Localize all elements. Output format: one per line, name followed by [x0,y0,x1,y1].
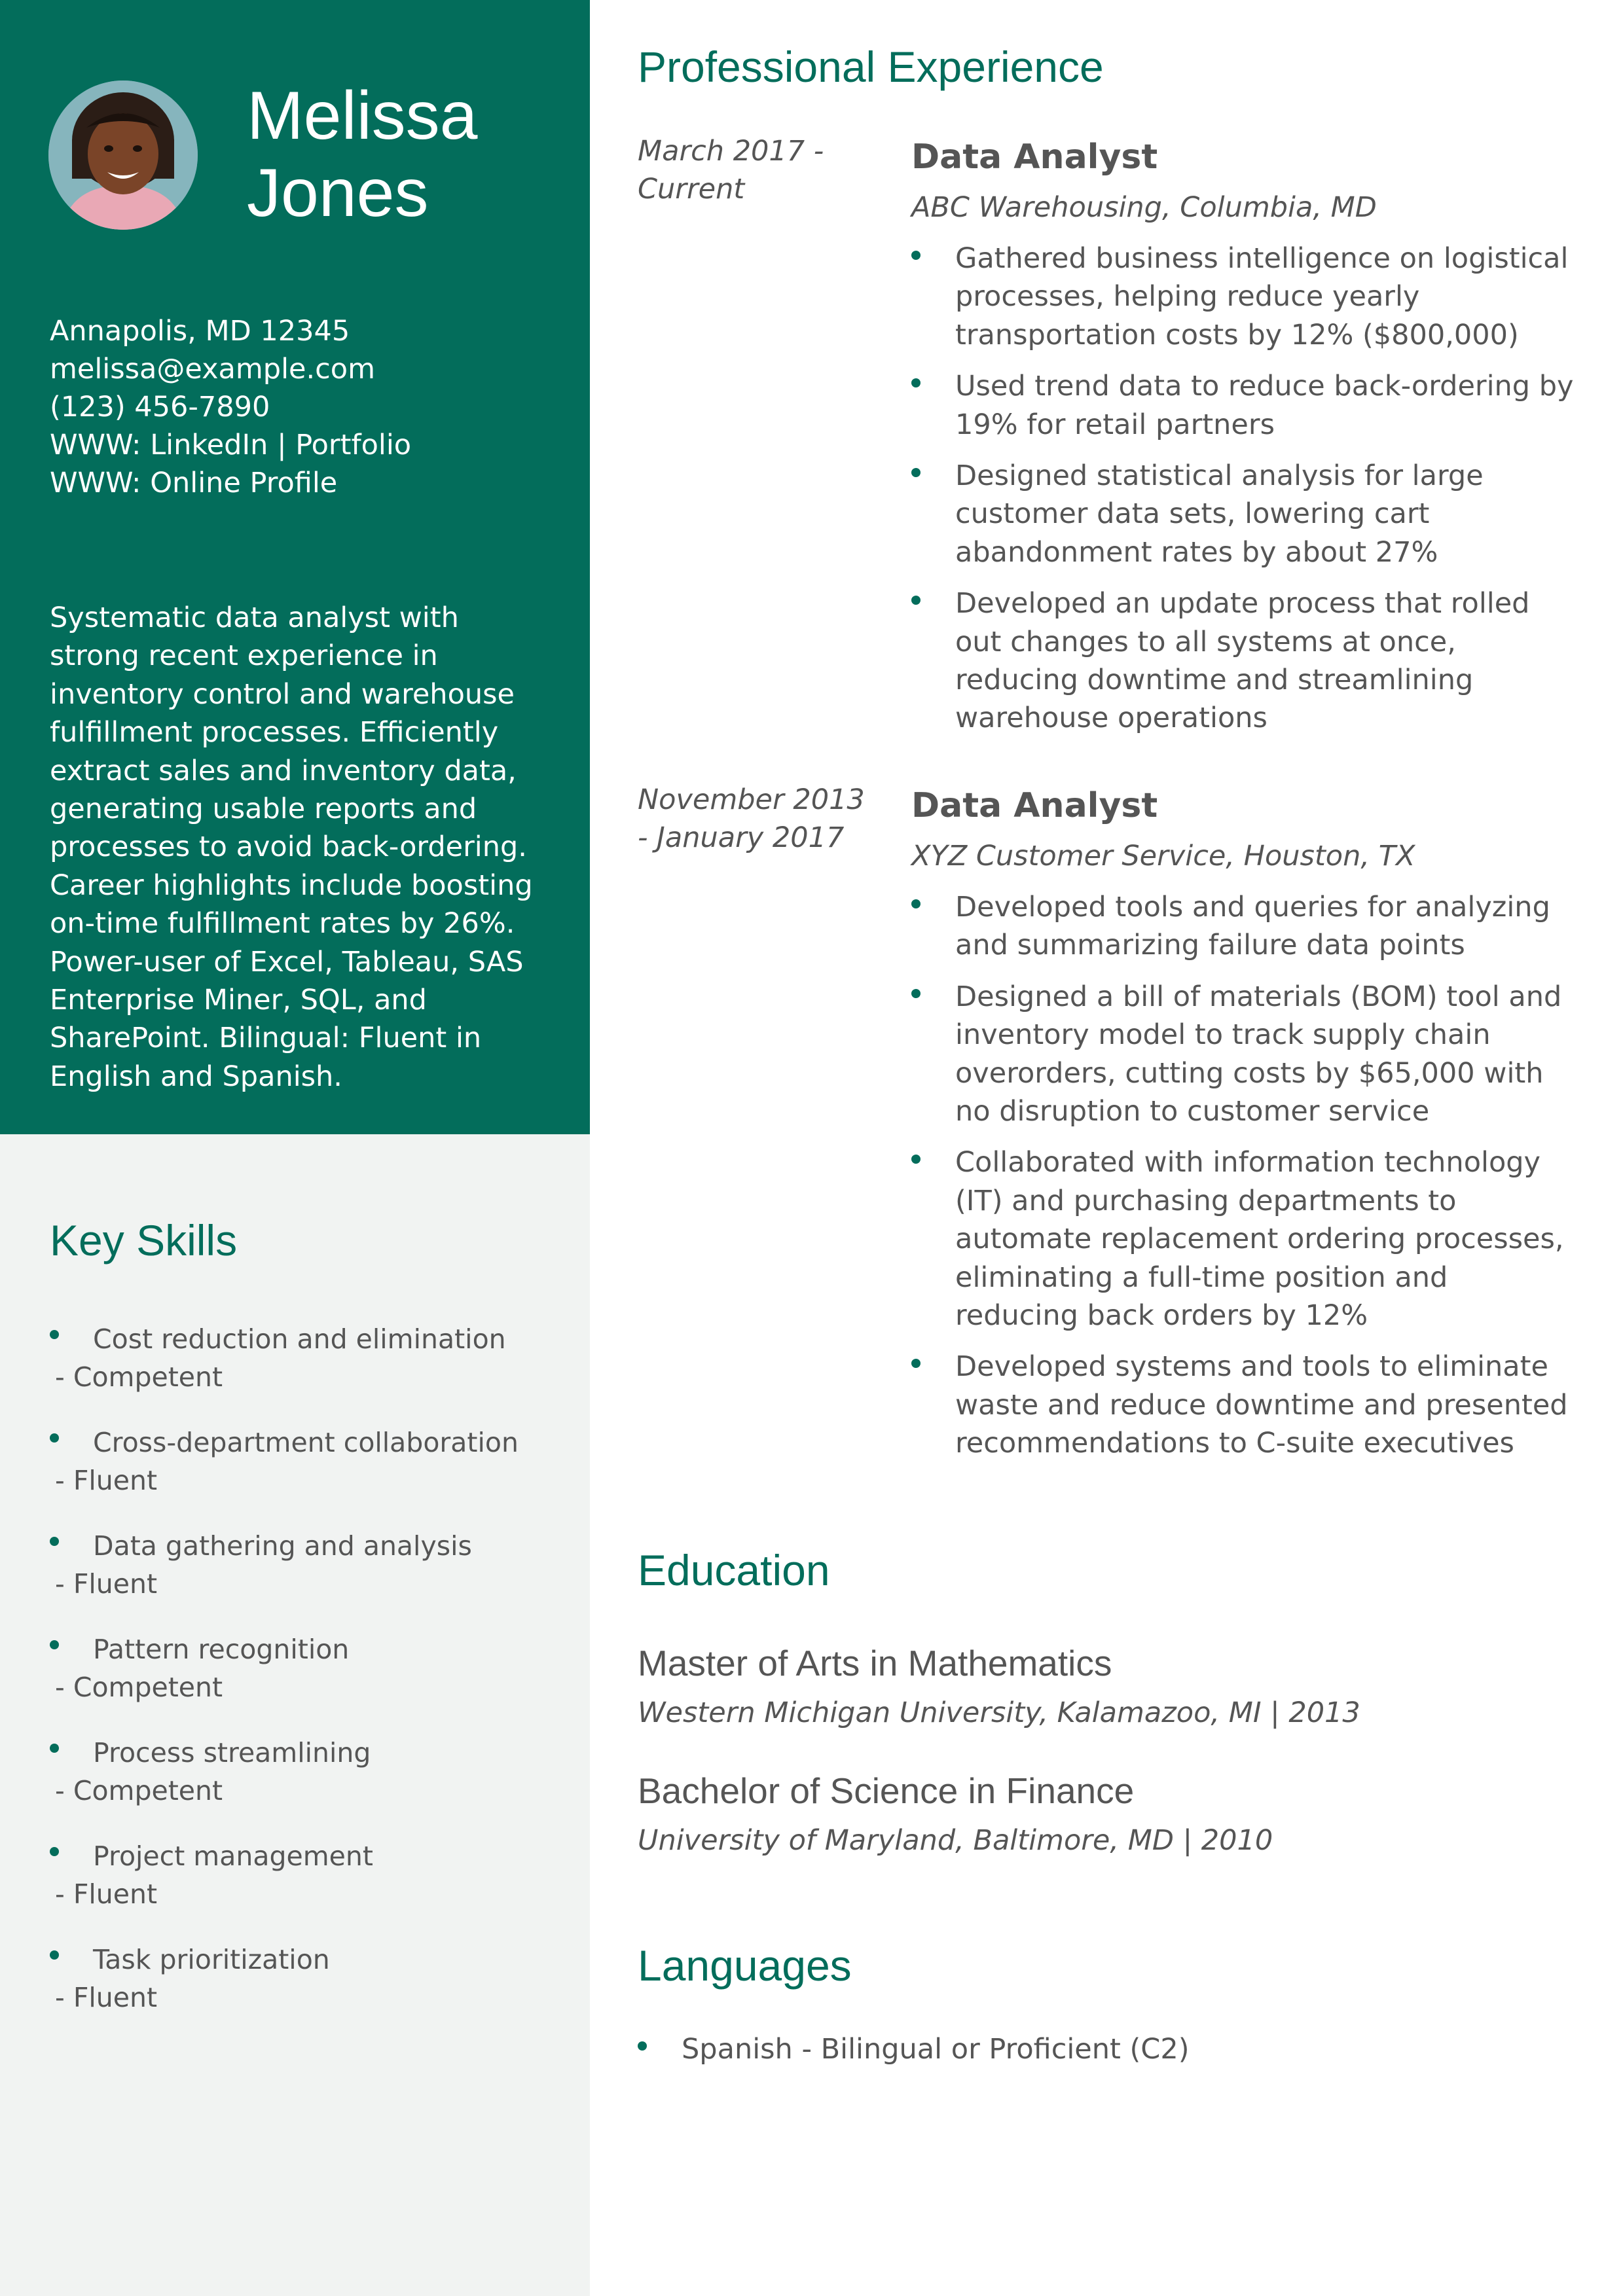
education-heading: Education [638,1546,830,1594]
skill-level: - Competent [55,1672,223,1703]
language-text: Spanish - Bilingual or Proficient (C2) [682,2033,1190,2066]
bullet-icon [911,1155,921,1164]
job-title: Data Analyst [911,786,1158,825]
portrait-photo-icon [48,81,198,230]
job-bullet-text: Used trend data to reduce back-ordering by 19% for retail partners [955,370,1574,441]
job-dates [638,132,873,209]
skill-name: Data gathering and analysis [93,1530,472,1562]
bullet-icon [911,989,921,998]
bullet-icon [50,1330,59,1339]
skill-name: Project management [93,1840,373,1872]
skill-level: - Fluent [55,1982,158,2013]
skill-item [50,1320,560,1424]
bullet-icon [50,1537,59,1546]
skill-name: Cost reduction and elimination [93,1323,506,1355]
skills-list [50,1320,560,2044]
experience-heading: Professional Experience [638,43,1104,91]
bullet-icon [50,1950,59,1960]
job-bullet [911,888,1579,965]
bullet-icon [911,596,921,605]
job-bullet [911,584,1579,738]
skills-heading: Key Skills [50,1216,238,1265]
email[interactable]: melissa@example.com [50,353,375,386]
job-bullets [911,240,1579,751]
languages-heading: Languages [638,1941,852,1990]
bullet-icon [911,1359,921,1368]
bullet-icon [50,1433,59,1443]
job-bullet-text: Developed an update process that rolled out changes to all systems at once, reducing downtime and streamlining warehouse operations [955,587,1530,735]
job-bullet [911,1143,1579,1335]
job-dates-end: - January 2017 [638,821,845,855]
online-profile-link[interactable]: WWW: Online Profile [50,467,338,499]
languages-list [638,2030,1189,2068]
skill-item [50,1837,560,1941]
skill-item [50,1424,560,1527]
bullet-icon [911,468,921,477]
bullet-icon [911,378,921,387]
last-name: Jones [247,155,429,231]
job-dates [638,781,873,857]
school: University of Maryland, Baltimore, MD | 2010 [638,1824,1273,1857]
bullet-icon [911,899,921,908]
skill-name: Cross-department collaboration [93,1427,519,1458]
bullet-icon [50,1640,59,1649]
skill-item [50,1734,560,1837]
bullet-icon [50,1847,59,1856]
web-links[interactable]: WWW: LinkedIn | Portfolio [50,429,412,461]
skill-item [50,1527,560,1630]
candidate-name [247,77,478,232]
degree: Bachelor of Science in Finance [638,1770,1135,1811]
skill-level: - Competent [55,1775,223,1806]
skill-item [50,1630,560,1734]
skill-item [50,1941,560,2044]
job-company: ABC Warehousing, Columbia, MD [911,191,1377,224]
skill-name: Task prioritization [93,1944,330,1975]
job-company: XYZ Customer Service, Houston, TX [911,840,1415,872]
job-bullet-text: Designed a bill of materials (BOM) tool and inventory model to track supply chain overorders, cutting costs by $65,000 with no disruption to customer service [955,980,1562,1128]
job-bullet [911,457,1579,571]
contact-info [50,312,411,502]
skill-name: Pattern recognition [93,1634,350,1665]
address: Annapolis, MD 12345 [50,315,350,348]
job-bullet-text: Developed tools and queries for analyzing and summarizing failure data points [955,891,1550,962]
job-bullet [911,240,1579,354]
job-title: Data Analyst [911,137,1158,177]
skill-level: - Competent [55,1361,223,1393]
job-dates-end: Current [638,173,745,206]
job-bullet [911,367,1579,444]
bullet-icon [50,1744,59,1753]
job-dates-start: March 2017 - [638,135,824,168]
job-dates-start: November 2013 [638,783,865,816]
phone[interactable]: (123) 456-7890 [50,391,270,423]
language-item [638,2030,1189,2068]
job-bullet-text: Gathered business intelligence on logistical processes, helping reduce yearly transportation costs by 12% ($800,000) [955,242,1569,351]
first-name: Melissa [247,78,478,154]
sidebar-header-panel [0,0,590,1134]
job-bullet [911,978,1579,1131]
skill-level: - Fluent [55,1568,158,1600]
bullet-icon [638,2041,647,2051]
sidebar [0,0,590,2296]
degree: Master of Arts in Mathematics [638,1643,1112,1683]
bullet-icon [911,251,921,260]
education-item [638,1641,1580,1732]
job-bullets [911,888,1579,1476]
skill-level: - Fluent [55,1465,158,1496]
job-bullet-text: Collaborated with information technology (IT) and purchasing departments to automate replacement ordering processes, eliminating a full-time position and reducing back orders by 12% [955,1146,1564,1333]
professional-summary: Systematic data analyst with strong recent experience in inventory control and warehouse fulfillment processes. Efficiently extract sales and inventory data, generating usable reports and processes to avoid back-ordering. Career highlights include boosting on-time fulfillment rates by 26%. Power-user of Excel, Tableau, SAS Enterprise Miner, SQL, and SharePoint. Bilingual: Fluent in English and Spanish. [50,601,533,1093]
avatar [48,81,198,230]
skill-level: - Fluent [55,1878,158,1910]
school: Western Michigan University, Kalamazoo, MI | 2013 [638,1696,1360,1729]
education-item [638,1769,1580,1859]
skill-name: Process streamlining [93,1737,371,1768]
job-bullet-text: Developed systems and tools to eliminate waste and reduce downtime and presented recommendations to C-suite executives [955,1350,1568,1460]
job-bullet-text: Designed statistical analysis for large customer data sets, lowering cart abandonment rates by about 27% [955,459,1484,569]
job-bullet [911,1348,1579,1462]
